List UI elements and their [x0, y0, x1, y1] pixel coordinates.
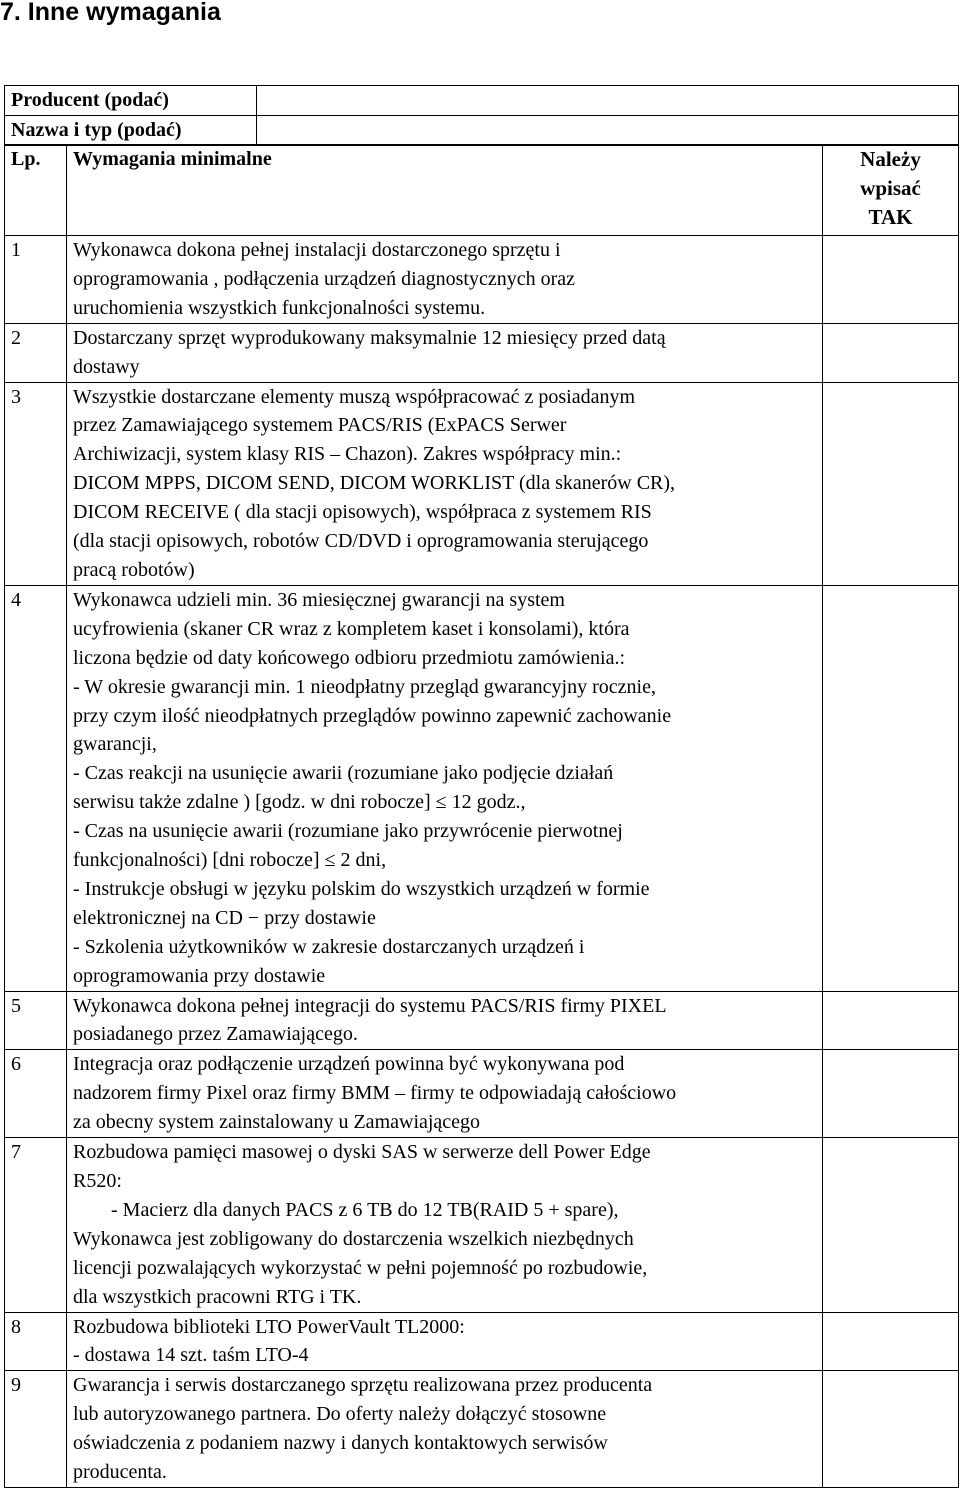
requirement-line: uruchomienia wszystkich funkcjonalności systemu.: [73, 296, 486, 319]
requirement-line: Dostarczany sprzęt wyprodukowany maksymalnie 12 miesięcy przed datą: [73, 326, 666, 349]
requirement-line: oprogramowania , podłączenia urządzeń diagnostycznych oraz: [73, 267, 575, 290]
section-heading: 7. Inne wymagania: [0, 0, 221, 26]
table-header-row: [5, 145, 959, 236]
model-row: [5, 116, 959, 146]
requirement-line: przez Zamawiającego systemem PACS/RIS (ExPACS Serwer: [73, 414, 567, 437]
confirm-header-line: TAK: [868, 205, 913, 229]
requirement-line: licencji pozwalających wykorzystać w pełni pojemność po rozbudowie,: [73, 1256, 648, 1279]
row-number: 8: [5, 1312, 67, 1371]
requirement-line: - Instrukcje obsługi w języku polskim do wszystkich urządzeń w formie: [73, 877, 650, 900]
row-number: 9: [5, 1371, 67, 1488]
confirm-field[interactable]: [823, 323, 959, 382]
confirm-field[interactable]: [823, 1371, 959, 1488]
requirement-text: [67, 1312, 823, 1371]
table-row: [5, 1050, 959, 1138]
table-row: [5, 1371, 959, 1488]
requirement-line: dla wszystkich pracowni RTG i TK.: [73, 1285, 362, 1308]
requirement-line: dostawy: [73, 355, 140, 378]
requirement-line: oświadczenia z podaniem nazwy i danych kontaktowych serwisów: [73, 1432, 608, 1455]
table-row: [5, 382, 959, 585]
requirement-line: - Czas reakcji na usunięcie awarii (rozumiane jako podjęcie działań: [73, 762, 614, 785]
table-row: [5, 236, 959, 324]
requirement-line: liczona będzie od daty końcowego odbioru przedmiotu zamówienia.:: [73, 646, 626, 669]
requirement-text: [67, 236, 823, 324]
requirement-line: funkcjonalności) [dni robocze] ≤ 2 dni,: [73, 849, 387, 872]
requirement-line: Wykonawca jest zobligowany do dostarczenia wszelkich niezbędnych: [73, 1227, 634, 1250]
table-row: [5, 1138, 959, 1312]
requirement-line: przy czym ilość nieodpłatnych przeglądów powinno zapewnić zachowanie: [73, 704, 672, 727]
requirement-line: za obecny system zainstalowany u Zamawiającego: [73, 1111, 481, 1134]
requirement-line: serwisu także zdalne ) [godz. w dni robocze] ≤ 12 godz.,: [73, 791, 526, 814]
requirement-line: gwarancji,: [73, 733, 157, 756]
producer-label: Producent (podać): [5, 86, 257, 116]
requirement-line: Wykonawca dokona pełnej instalacji dostarczonego sprzętu i: [73, 239, 561, 261]
requirement-line: Wykonawca dokona pełnej integracji do systemu PACS/RIS firmy PIXEL: [73, 994, 667, 1017]
requirement-line: DICOM MPPS, DICOM SEND, DICOM WORKLIST (dla skanerów CR),: [73, 472, 676, 495]
requirement-line: Wykonawca udzieli min. 36 miesięcznej gwarancji na system: [73, 588, 565, 611]
confirm-field[interactable]: [823, 585, 959, 991]
row-number: 4: [5, 585, 67, 991]
row-number: 2: [5, 323, 67, 382]
requirement-line: - Macierz dla danych PACS z 6 TB do 12 TB(RAID 5 + spare),: [111, 1198, 619, 1221]
requirement-line: - Szkolenia użytkowników w zakresie dostarczanych urządzeń i: [73, 935, 585, 958]
requirement-line: oprogramowania przy dostawie: [73, 964, 326, 987]
table-row: [5, 323, 959, 382]
confirm-header-line: wpisać: [860, 176, 921, 200]
requirement-line: - W okresie gwarancji min. 1 nieodpłatny przegląd gwarancyjny rocznie,: [73, 675, 656, 698]
requirement-line: pracą robotów): [73, 558, 195, 581]
confirm-field[interactable]: [823, 1050, 959, 1138]
requirement-line: Gwarancja i serwis dostarczanego sprzętu realizowana przez producenta: [73, 1374, 653, 1397]
requirement-text: [67, 1138, 823, 1312]
requirement-line: - dostawa 14 szt. taśm LTO-4: [73, 1344, 309, 1367]
requirement-line: Archiwizacji, system klasy RIS – Chazon). Zakres współpracy min.:: [73, 443, 622, 466]
requirement-text: [67, 991, 823, 1050]
table-row: [5, 585, 959, 991]
requirement-line: Rozbudowa pamięci masowej o dyski SAS w serwerze dell Power Edge: [73, 1141, 651, 1164]
requirement-text: [67, 1371, 823, 1488]
confirm-field[interactable]: [823, 991, 959, 1050]
requirement-line: Wszystkie dostarczane elementy muszą współpracować z posiadanym: [73, 385, 636, 408]
row-number: 6: [5, 1050, 67, 1138]
requirements-header: Wymagania minimalne: [67, 145, 823, 236]
requirement-line: lub autoryzowanego partnera. Do oferty należy dołączyć stosowne: [73, 1403, 607, 1426]
requirement-line: elektronicznej na CD − przy dostawie: [73, 906, 376, 929]
requirement-line: Rozbudowa biblioteki LTO PowerVault TL2000:: [73, 1315, 465, 1338]
confirm-header: [823, 145, 959, 236]
confirm-field[interactable]: [823, 236, 959, 324]
requirement-line: DICOM RECEIVE ( dla stacji opisowych), współpraca z systemem RIS: [73, 501, 652, 524]
model-field[interactable]: [257, 116, 959, 146]
requirement-line: nadzorem firmy Pixel oraz firmy BMM – firmy te odpowiadają całościowo: [73, 1082, 677, 1105]
confirm-field[interactable]: [823, 1138, 959, 1312]
confirm-field[interactable]: [823, 1312, 959, 1371]
table-row: [5, 1312, 959, 1371]
confirm-field[interactable]: [823, 382, 959, 585]
requirement-line: posiadanego przez Zamawiającego.: [73, 1023, 358, 1046]
lp-header: Lp.: [5, 145, 67, 236]
model-label: Nazwa i typ (podać): [5, 116, 257, 146]
requirement-text: [67, 323, 823, 382]
requirement-text: [67, 382, 823, 585]
row-number: 3: [5, 382, 67, 585]
row-number: 5: [5, 991, 67, 1050]
requirements-table: [4, 144, 959, 1488]
product-info-table: [4, 85, 959, 146]
requirement-line: Integracja oraz podłączenie urządzeń powinna być wykonywana pod: [73, 1053, 625, 1076]
requirement-line: - Czas na usunięcie awarii (rozumiane jako przywrócenie pierwotnej: [73, 820, 623, 843]
requirement-line: producenta.: [73, 1461, 167, 1484]
table-row: [5, 991, 959, 1050]
requirement-text: [67, 585, 823, 991]
producer-row: [5, 86, 959, 116]
producer-field[interactable]: [257, 86, 959, 116]
row-number: 1: [5, 236, 67, 324]
row-number: 7: [5, 1138, 67, 1312]
confirm-header-line: Należy: [860, 147, 921, 171]
requirement-line: R520:: [73, 1170, 122, 1192]
requirement-line: ucyfrowienia (skaner CR wraz z kompletem kaset i konsolami), która: [73, 617, 630, 640]
requirement-text: [67, 1050, 823, 1138]
requirement-line: (dla stacji opisowych, robotów CD/DVD i oprogramowania sterującego: [73, 530, 649, 553]
